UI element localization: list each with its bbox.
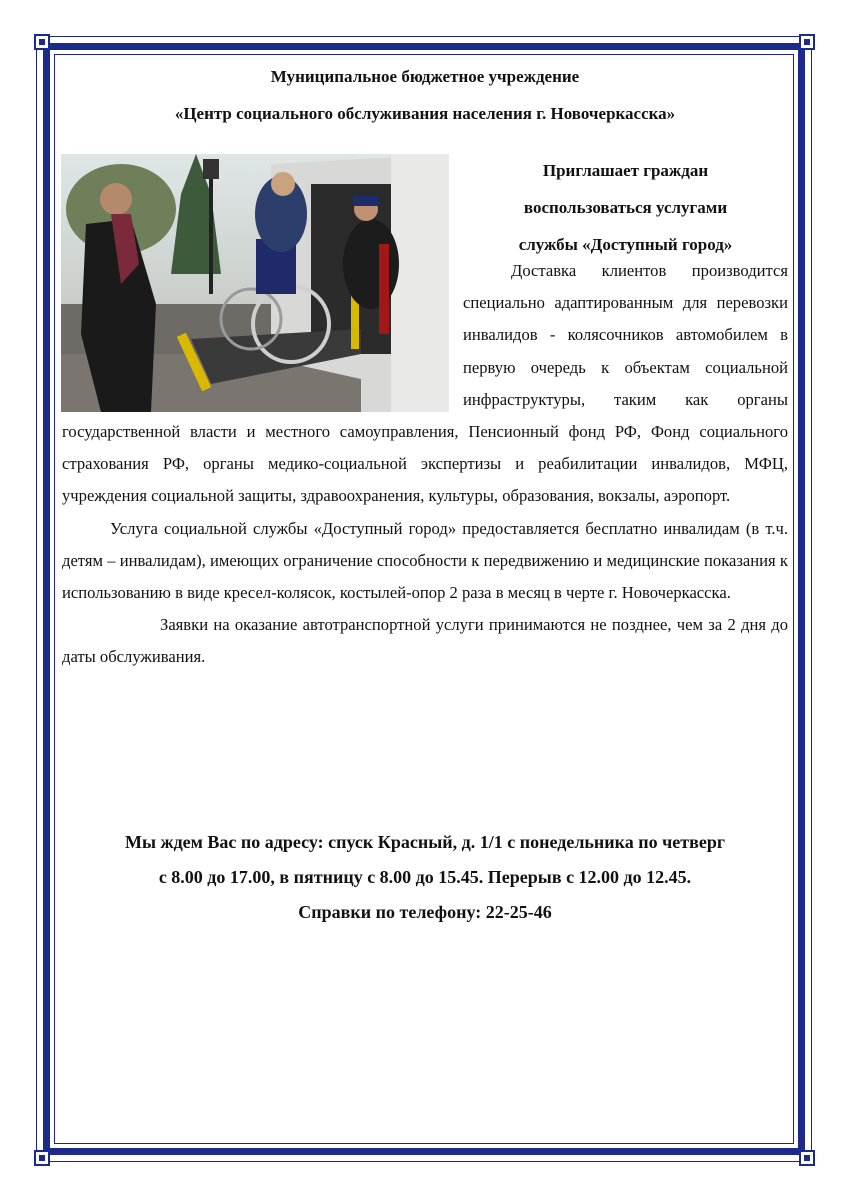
paragraph-service-terms: Услуга социальной службы «Доступный город» предоставляется бесплатно инвалидам (в т.ч. детям – инвалидам), имеющих ограничение способности к передвижению и медицинские показания к использованию в виде кресел-колясок, костылей-опор 2 раза в месяц в черте г. Новочеркасска. (62, 518, 788, 603)
photo-wrap-spacer (62, 255, 463, 416)
invitation-line-3: службы «Доступный город» (518, 235, 733, 254)
contact-address-line: Мы ждем Вас по адресу: спуск Красный, д. 1/1 с понедельника по четверг (124, 832, 726, 852)
contact-hours-line: с 8.00 до 17.00, в пятницу с 8.00 до 15.45. Перерыв с 12.00 до 12.45. (158, 867, 692, 887)
corner-ornament-top-left (34, 34, 50, 50)
corner-ornament-bottom-left (34, 1150, 50, 1166)
organization-header (62, 58, 788, 132)
corner-ornament-bottom-right (799, 1150, 815, 1166)
paragraph-delivery: Доставка клиентов производится специально адаптированным для перевозки инвалидов - колясочников автомобилем в первую очередь к объектам социальной инфраструктуры, таким как органы государственной власти и местного самоуправления, Пенсионный фонд РФ, Фонд социального страхования РФ, органы медико-социальной экспертизы и реабилитации инвалидов, МФЦ, учреждения социальной защиты, здравоохранения, культуры, образования, вокзалы, аэропорт. (62, 261, 788, 506)
paragraph-application-terms: Заявки на оказание автотранспортной услуги принимаются не позднее, чем за 2 дня до даты обслуживания. (62, 615, 788, 667)
corner-ornament-top-right (799, 34, 815, 50)
invitation-heading (463, 152, 788, 263)
invitation-line-2: воспользоваться услугами (523, 198, 728, 217)
contact-phone-line: Справки по телефону: 22-25-46 (298, 902, 552, 922)
service-description (62, 255, 788, 674)
header-line-2: «Центр социального обслуживания населения г. Новочеркасска» (174, 104, 676, 123)
contact-info (62, 825, 788, 930)
header-line-1: Муниципальное бюджетное учреждение (270, 67, 580, 86)
invitation-line-1: Приглашает граждан (542, 161, 709, 180)
